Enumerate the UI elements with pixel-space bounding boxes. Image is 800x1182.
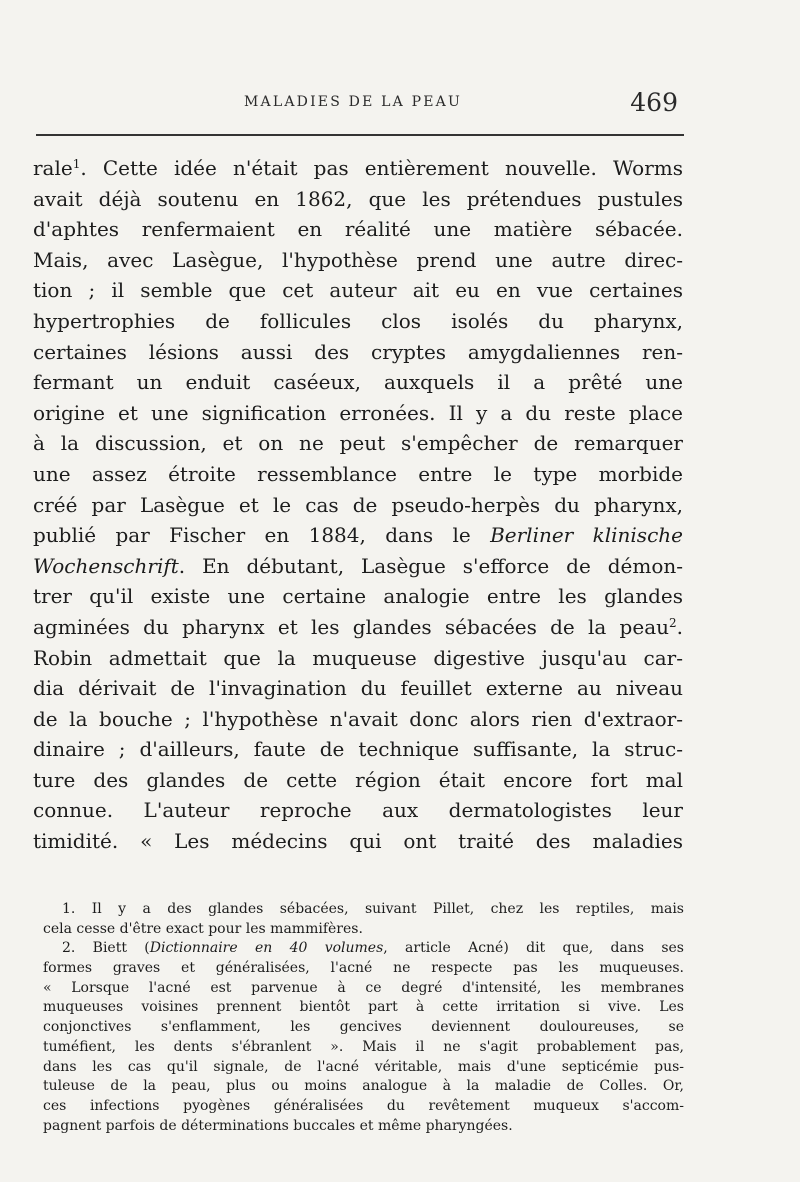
text-line: origine et une signification erronées. Il y a du reste place <box>33 400 683 425</box>
text-line: connue. L'auteur reproche aux dermatologistes leur <box>33 798 683 823</box>
text-line: dinaire ; d'ailleurs, faute de technique suffisante, la struc- <box>33 737 683 762</box>
footnote-2-line: conjonctives s'enflamment, les gencives deviennent douloureuses, se <box>43 1019 684 1036</box>
text-line: Robin admettait que la muqueuse digestive jusqu'au car- <box>33 645 683 670</box>
running-title: MALADIES DE LA PEAU <box>244 94 462 110</box>
journal-title-cont: Wochenschrift <box>33 553 179 578</box>
footnote-1-line: 1. Il y a des glandes sébacées, suivant Pillet, chez les reptiles, mais <box>62 901 684 917</box>
text-line: de la bouche ; l'hypothèse n'avait donc alors rien d'extraor- <box>33 706 683 731</box>
text-line: dia dérivait de l'invagination du feuillet externe au niveau <box>33 676 683 701</box>
footnote-1-line: cela cesse d'être exact pour les mammifères. <box>43 920 363 937</box>
header-rule <box>36 134 684 136</box>
footnote-2-line: tuleuse de la peau, plus ou moins analogue à la maladie de Colles. Or, <box>43 1078 684 1095</box>
footnote-2-line: formes graves et généralisées, l'acné ne respecte pas les muqueuses. <box>43 960 684 977</box>
dictionary-title: Dictionnaire en 40 volumes <box>149 940 384 957</box>
text-line: trer qu'il existe une certaine analogie entre les glandes <box>33 584 683 609</box>
footnote-ref-2: 2 <box>669 615 677 630</box>
journal-title: Berliner klinische <box>490 523 683 548</box>
text-line: hypertrophies de follicules clos isolés du pharynx, <box>33 308 683 333</box>
page-number: 469 <box>630 88 678 117</box>
text-line: avait déjà soutenu en 1862, que les prétendues pustules <box>33 186 683 211</box>
main-text <box>33 153 683 857</box>
text-line: timidité. « Les médecins qui ont traité des maladies <box>33 829 683 854</box>
text-line: certaines lésions aussi des cryptes amygdaliennes ren- <box>33 339 683 364</box>
text-line: fermant un enduit caséeux, auxquels il a prêté une <box>33 370 683 395</box>
text-line: Mais, avec Lasègue, l'hypothèse prend une autre direc- <box>33 247 683 272</box>
footnote-2-line: ces infections pyogènes généralisées du revêtement muqueux s'accom- <box>43 1097 684 1114</box>
text-line: tion ; il semble que cet auteur ait eu en vue certaines <box>33 278 683 303</box>
running-head <box>0 88 800 122</box>
footnote-ref-1: 1 <box>72 157 81 171</box>
footnote-2-line: tuméfient, les dents s'ébranlent ». Mais il ne s'agit probablement pas, <box>43 1038 684 1055</box>
footnotes <box>43 900 684 1136</box>
text-line: Wochenschrift. En débutant, Lasègue s'efforce de démon- <box>33 553 683 578</box>
text-line: créé par Lasègue et le cas de pseudo-herpès du pharynx, <box>33 492 683 517</box>
footnote-2-line: dans les cas qu'il signale, de l'acné véritable, mais d'une septicémie pus- <box>43 1058 684 1075</box>
text-line: rale$^1$. Cette idée n'était pas entièrement nouvelle. Worms <box>33 156 683 180</box>
text-line: une assez étroite ressemblance entre le type morbide <box>33 461 683 486</box>
footnote-2-line: « Lorsque l'acné est parvenue à ce degré d'intensité, les membranes <box>43 979 684 996</box>
footnote-2-line: muqueuses voisines prennent bientôt part à cette irritation si vive. Les <box>43 999 684 1016</box>
text-line: publié par Fischer en 1884, dans le Berliner klinische <box>33 523 683 548</box>
text-line: agminées du pharynx et les glandes sébacées de la peau$^2$. <box>33 614 683 639</box>
footnote-2-line: pagnent parfois de déterminations buccales et même pharyngées. <box>43 1117 513 1134</box>
text-line: à la discussion, et on ne peut s'empêcher de remarquer <box>33 431 683 456</box>
text-line: ture des glandes de cette région était encore fort mal <box>33 767 683 792</box>
text-line: d'aphtes renfermaient en réalité une matière sébacée. <box>33 217 683 242</box>
footnote-2-line: 2. Biett (Dictionnaire en 40 volumes, article Acné) dit que, dans ses <box>62 940 684 957</box>
